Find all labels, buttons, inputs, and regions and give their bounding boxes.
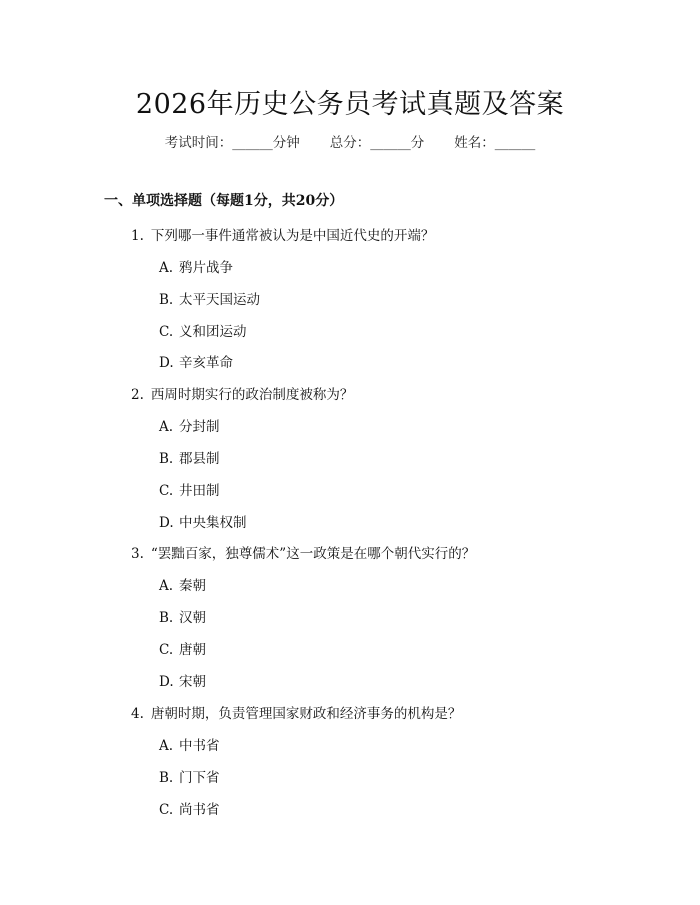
option-text: 中央集权制 bbox=[179, 515, 247, 531]
option-letter: D. bbox=[159, 674, 174, 690]
option-4b bbox=[159, 766, 220, 786]
option-letter: B. bbox=[159, 451, 174, 467]
question-3 bbox=[131, 542, 475, 562]
option-4a bbox=[159, 734, 220, 754]
question-number: 3. bbox=[131, 546, 144, 562]
option-text: 太平天国运动 bbox=[179, 292, 260, 308]
option-text: 汉朝 bbox=[179, 610, 206, 626]
option-1c bbox=[159, 320, 247, 340]
exam-meta bbox=[0, 131, 700, 151]
option-text: 郡县制 bbox=[179, 451, 220, 467]
option-text: 尚书省 bbox=[179, 802, 220, 818]
question-text: “罢黜百家，独尊儒术”这一政策是在哪个朝代实行的？ bbox=[150, 546, 476, 562]
option-3a bbox=[159, 574, 206, 594]
option-letter: A. bbox=[159, 419, 174, 435]
option-letter: B. bbox=[159, 292, 174, 308]
option-text: 宋朝 bbox=[179, 674, 206, 690]
option-2a bbox=[159, 415, 220, 435]
name-field: 姓名：______ bbox=[454, 135, 536, 151]
option-text: 中书省 bbox=[179, 738, 220, 754]
option-letter: C. bbox=[159, 642, 174, 658]
section-heading: 一、单项选择题（每题1分，共20分） bbox=[104, 193, 344, 209]
option-letter: C. bbox=[159, 802, 174, 818]
option-1d bbox=[159, 351, 233, 371]
option-letter: B. bbox=[159, 770, 174, 786]
option-2d bbox=[159, 511, 247, 531]
option-letter: D. bbox=[159, 515, 174, 531]
question-text: 下列哪一事件通常被认为是中国近代史的开端？ bbox=[150, 228, 435, 244]
question-2 bbox=[131, 383, 353, 403]
option-text: 门下省 bbox=[179, 770, 220, 786]
option-letter: B. bbox=[159, 610, 174, 626]
option-text: 唐朝 bbox=[179, 642, 206, 658]
option-letter: A. bbox=[159, 738, 174, 754]
option-1b bbox=[159, 288, 260, 308]
question-4 bbox=[131, 702, 461, 722]
exam-time-field: 考试时间：______分钟 bbox=[164, 135, 300, 151]
question-1 bbox=[131, 224, 434, 244]
option-text: 井田制 bbox=[179, 483, 220, 499]
option-2c bbox=[159, 479, 220, 499]
option-text: 鸦片战争 bbox=[179, 260, 233, 276]
question-number: 1. bbox=[131, 228, 144, 244]
option-letter: C. bbox=[159, 483, 174, 499]
option-3b bbox=[159, 606, 206, 626]
question-text: 唐朝时期，负责管理国家财政和经济事务的机构是？ bbox=[150, 706, 462, 722]
option-3c bbox=[159, 638, 206, 658]
question-number: 4. bbox=[131, 706, 144, 722]
option-text: 分封制 bbox=[179, 419, 220, 435]
option-text: 义和团运动 bbox=[179, 324, 247, 340]
option-2b bbox=[159, 447, 220, 467]
option-4c bbox=[159, 798, 220, 818]
option-1a bbox=[159, 256, 233, 276]
option-text: 辛亥革命 bbox=[179, 355, 233, 371]
option-text: 秦朝 bbox=[179, 578, 206, 594]
page-title: 2026年历史公务员考试真题及答案 bbox=[135, 89, 565, 120]
question-text: 西周时期实行的政治制度被称为？ bbox=[150, 387, 354, 403]
option-letter: D. bbox=[159, 355, 174, 371]
option-3d bbox=[159, 670, 206, 690]
option-letter: A. bbox=[159, 578, 174, 594]
question-number: 2. bbox=[131, 387, 144, 403]
option-letter: C. bbox=[159, 324, 174, 340]
option-letter: A. bbox=[159, 260, 174, 276]
total-score-field: 总分：______分 bbox=[329, 135, 425, 151]
